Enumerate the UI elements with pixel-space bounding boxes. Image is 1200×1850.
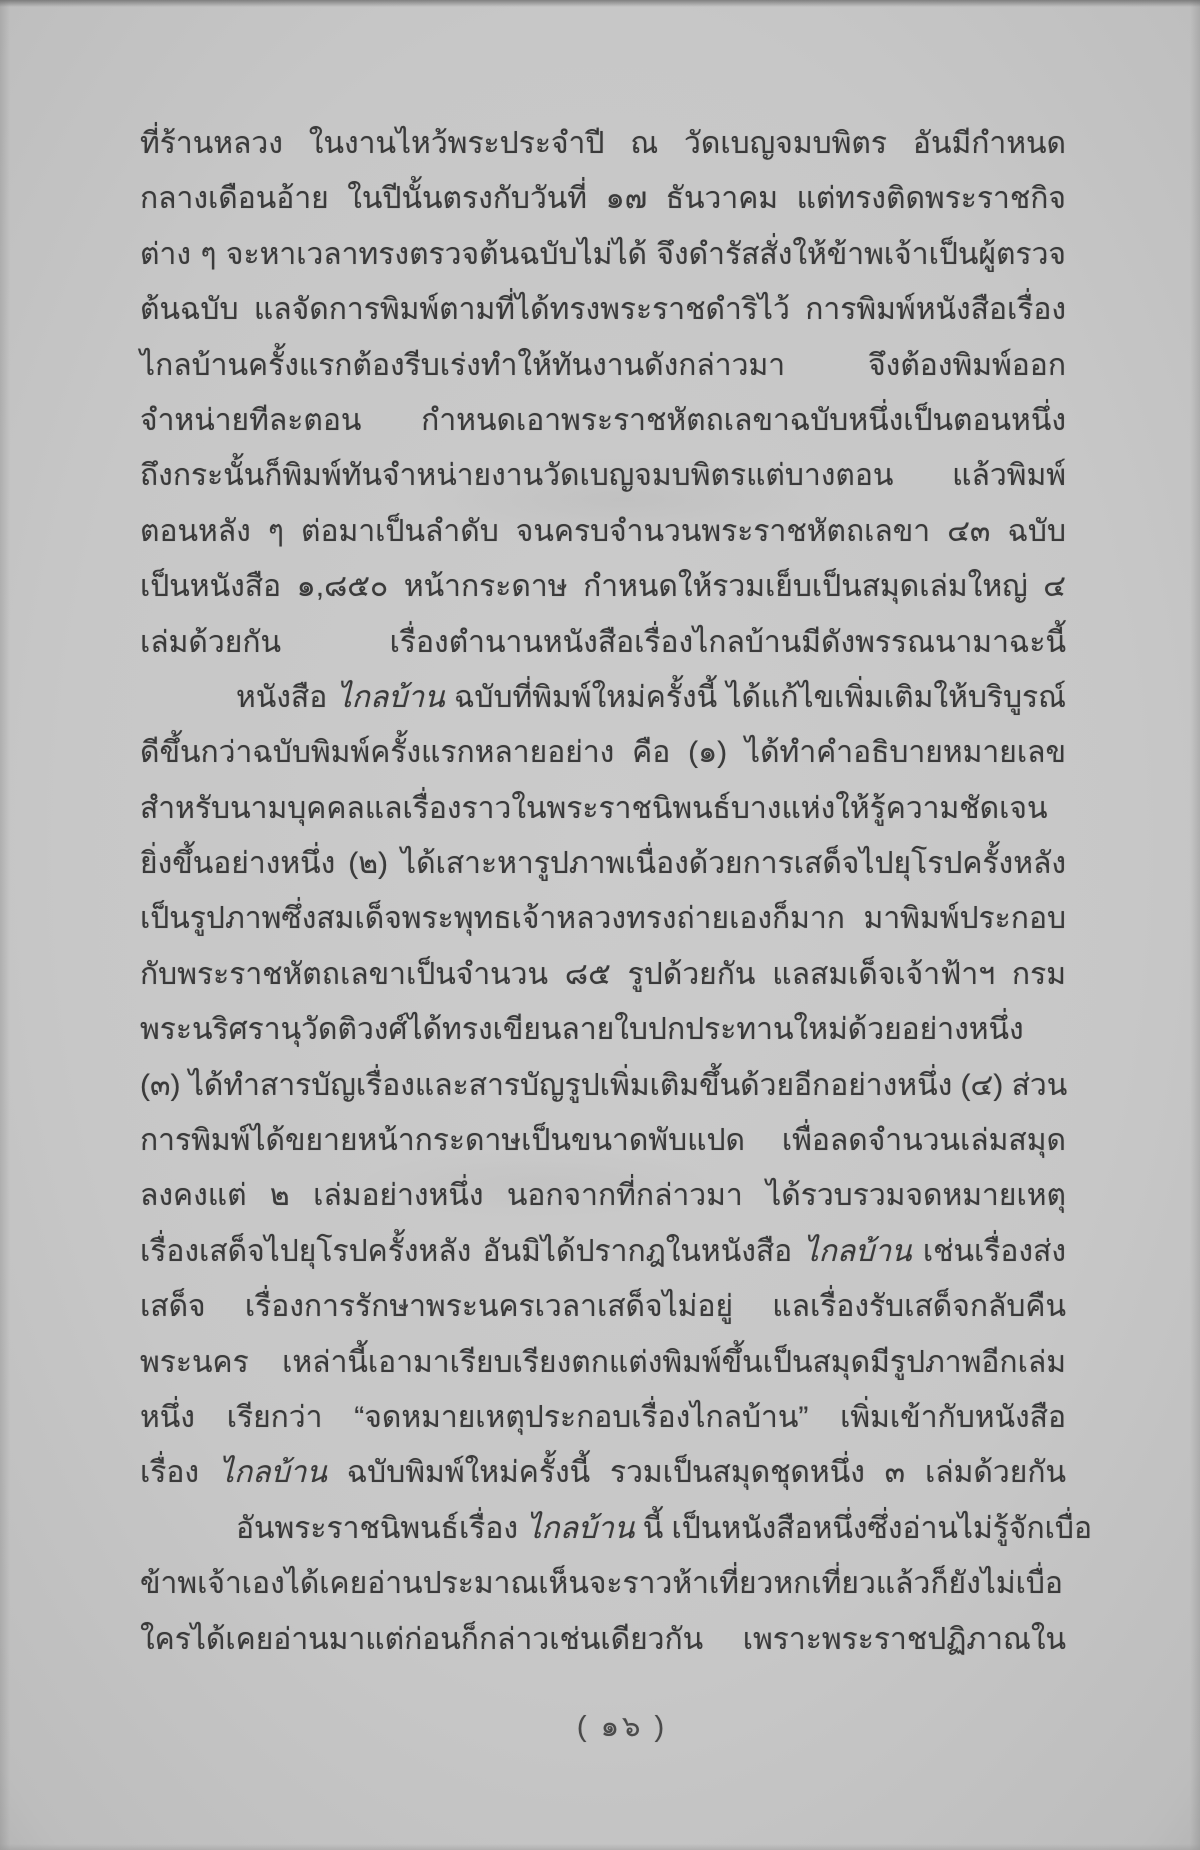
text-segment: การพิมพ์ได้ขยายหน้ากระดาษเป็นขนาดพับแปด เพื่อลดจำนวนเล่มสมุด [140, 1124, 1066, 1158]
text-segment: ใครได้เคยอ่านมาแต่ก่อนก็กล่าวเช่นเดียวกัน เพราะพระราชปฏิภาณใน [140, 1622, 1066, 1656]
text-segment: ถึงกระนั้นก็พิมพ์ทันจำหน่ายงานวัดเบญจมบพิตรแต่บางตอน แล้วพิมพ์ [140, 459, 1066, 493]
text-segment: ฉบับที่พิมพ์ใหม่ครั้งนี้ ได้แก้ไขเพิ่มเติมให้บริบูรณ์ [444, 680, 1066, 714]
scan-edge-shadow-top [0, 0, 1200, 7]
text-line [140, 171, 1066, 226]
text-segment: สำหรับนามบุคคลแลเรื่องราวในพระราชนิพนธ์บางแห่งให้รู้ความชัดเจน [140, 791, 1048, 825]
text-line [140, 836, 1066, 891]
text-segment: ข้าพเจ้าเองได้เคยอ่านประมาณเห็นจะราวห้าเที่ยวหกเที่ยวแล้วก็ยังไม่เบื่อ [140, 1567, 1063, 1601]
text-line [140, 1556, 1066, 1611]
text-segment: เป็นรูปภาพซึ่งสมเด็จพระพุทธเจ้าหลวงทรงถ่ายเองก็มาก มาพิมพ์ประกอบ [140, 902, 1066, 936]
text-line [140, 1501, 1092, 1556]
text-line [140, 1113, 1066, 1168]
book-title-italic: ไกลบ้าน [526, 1511, 635, 1545]
text-line [140, 1445, 1066, 1500]
text-segment: ต้นฉบับ แลจัดการพิมพ์ตามที่ได้ทรงพระราชดำริไว้ การพิมพ์หนังสือเรื่อง [140, 293, 1066, 327]
scan-edge-shadow-bottom [0, 1844, 1200, 1850]
text-segment: หนังสือ [236, 680, 337, 714]
text-segment: เรื่องเสด็จไปยุโรปครั้งหลัง อันมิได้ปรากฎในหนังสือ [140, 1234, 804, 1268]
text-segment: กับพระราชหัตถเลขาเป็นจำนวน ๘๕ รูปด้วยกัน แลสมเด็จเจ้าฟ้าฯ กรม [140, 957, 1066, 991]
text-line [140, 1390, 1066, 1445]
text-segment: ที่ร้านหลวง ในงานไหว้พระประจำปี ณ วัดเบญจมบพิตร อันมีกำหนด [140, 127, 1066, 160]
text-segment: เช่นเรื่องส่ง [911, 1234, 1066, 1268]
text-segment: ฉบับพิมพ์ใหม่ครั้งนี้ รวมเป็นสมุดชุดหนึ่ง ๓ เล่มด้วยกัน [326, 1456, 1067, 1490]
text-line [140, 116, 1066, 171]
text-line [140, 947, 1066, 1002]
book-title-italic: ไกลบ้าน [218, 1456, 327, 1490]
book-title-italic: ไกลบ้าน [336, 680, 445, 714]
text-line [140, 781, 1066, 836]
text-line [140, 615, 1066, 670]
text-segment: นี้ เป็นหนังสือหนึ่งซึ่งอ่านไม่รู้จักเบื่อ [634, 1511, 1092, 1545]
text-line [140, 891, 1066, 946]
text-segment: ต่าง ๆ จะหาเวลาทรงตรวจต้นฉบับไม่ได้ จึงดำรัสสั่งให้ข้าพเจ้าเป็นผู้ตรวจ [140, 237, 1066, 271]
text-line [140, 1224, 1066, 1279]
text-segment: เสด็จ เรื่องการรักษาพระนครเวลาเสด็จไม่อยู่ แลเรื่องรับเสด็จกลับคืน [140, 1290, 1066, 1324]
text-line [140, 1168, 1066, 1223]
text-segment: ลงคงแต่ ๒ เล่มอย่างหนึ่ง นอกจากที่กล่าวมา ได้รวบรวมจดหมายเหตุ [140, 1179, 1066, 1213]
scan-edge-shadow-left [0, 0, 10, 1850]
text-line [140, 448, 1066, 503]
text-line [140, 1058, 1066, 1113]
text-segment: ดีขึ้นกว่าฉบับพิมพ์ครั้งแรกหลายอย่าง คือ (๑) ได้ทำคำอธิบายหมายเลข [140, 736, 1066, 770]
text-line [140, 670, 1066, 725]
text-segment: พระนคร เหล่านี้เอามาเรียบเรียงตกแต่งพิมพ์ขึ้นเป็นสมุดมีรูปภาพอีกเล่ม [140, 1345, 1066, 1379]
text-line [140, 1279, 1066, 1334]
text-line [140, 282, 1066, 337]
text-segment: เป็นหนังสือ ๑,๘๕๐ หน้ากระดาษ กำหนดให้รวมเย็บเป็นสมุดเล่มใหญ่ ๔ [140, 570, 1066, 604]
text-segment: เล่มด้วยกัน เรื่องตำนานหนังสือเรื่องไกลบ้านมีดังพรรณนามาฉะนี้ [140, 625, 1066, 659]
text-segment: (๓) ได้ทำสารบัญเรื่องและสารบัญรูปเพิ่มเติมขึ้นด้วยอีกอย่างหนึ่ง (๔) ส่วน [140, 1068, 1068, 1102]
text-line [140, 227, 1066, 282]
text-line [140, 1335, 1066, 1390]
text-segment: ไกลบ้านครั้งแรกต้องรีบเร่งทำให้ทันงานดังกล่าวมา จึงต้องพิมพ์ออก [140, 348, 1066, 382]
text-column [140, 116, 1092, 1667]
page-number: ( ๑๖ ) [576, 1711, 668, 1743]
text-line [140, 504, 1066, 559]
book-title-italic: ไกลบ้าน [803, 1234, 912, 1268]
text-segment: เรื่อง [140, 1456, 219, 1490]
text-segment: กลางเดือนอ้าย ในปีนั้นตรงกับวันที่ ๑๗ ธันวาคม แต่ทรงติดพระราชกิจ [140, 182, 1066, 216]
text-segment: หนึ่ง เรียกว่า “จดหมายเหตุประกอบเรื่องไกลบ้าน” เพิ่มเข้ากับหนังสือ [140, 1400, 1066, 1434]
text-line [140, 393, 1066, 448]
text-segment: จำหน่ายทีละตอน กำหนดเอาพระราชหัตถเลขาฉบับหนึ่งเป็นตอนหนึ่ง [140, 403, 1066, 437]
text-line [140, 725, 1066, 780]
text-segment: อันพระราชนิพนธ์เรื่อง [236, 1511, 527, 1545]
text-line [140, 1002, 1066, 1057]
text-line [140, 1612, 1066, 1667]
text-line [140, 338, 1066, 393]
text-segment: พระนริศรานุวัดติวงศ์ได้ทรงเขียนลายใบปกประทานใหม่ด้วยอย่างหนึ่ง [140, 1013, 1024, 1047]
text-segment: ยิ่งขึ้นอย่างหนึ่ง (๒) ได้เสาะหารูปภาพเนื่องด้วยการเสด็จไปยุโรปครั้งหลัง [140, 847, 1066, 881]
text-segment: ตอนหลัง ๆ ต่อมาเป็นลำดับ จนครบจำนวนพระราชหัตถเลขา ๔๓ ฉบับ [140, 514, 1066, 548]
scan-edge-shadow-right [1190, 0, 1200, 1850]
text-line [140, 559, 1066, 614]
